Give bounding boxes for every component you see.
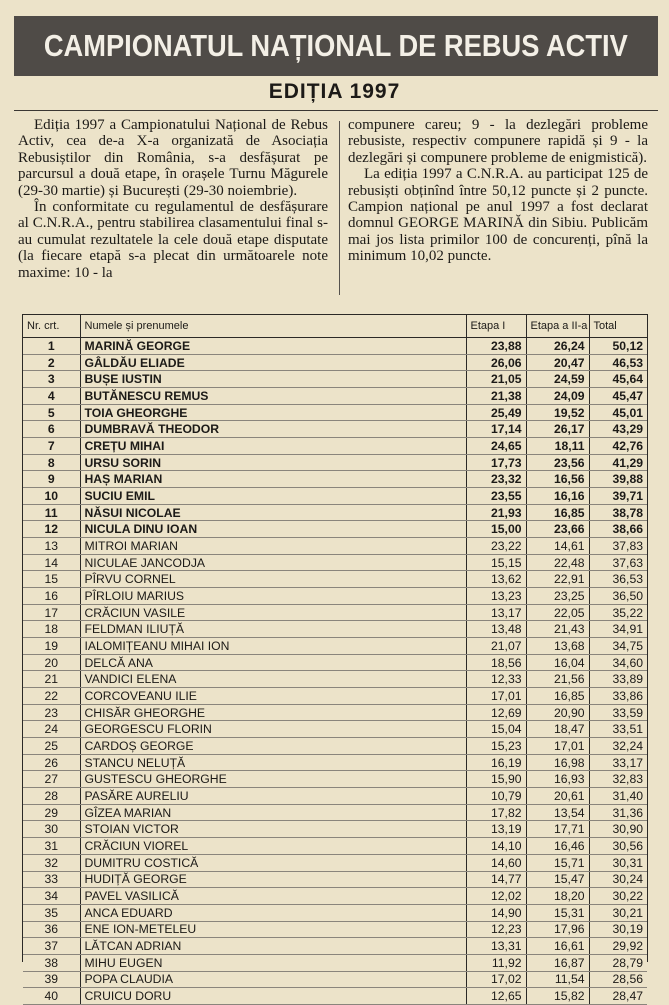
cell-stage1: 15,90 — [466, 771, 526, 788]
cell-stage1: 10,79 — [466, 788, 526, 805]
table-row — [23, 404, 647, 421]
cell-total: 45,47 — [589, 388, 647, 405]
table-row — [23, 654, 647, 671]
intro-text — [18, 117, 648, 297]
cell-rank: 30 — [23, 821, 80, 838]
table-row — [23, 821, 647, 838]
column-header-name: Numele și prenumele — [80, 315, 466, 338]
edition-title: EDIȚIA 1997 — [268, 80, 401, 103]
table-row — [23, 671, 647, 688]
cell-name: PASĂRE AURELIU — [80, 788, 466, 805]
cell-stage1: 21,38 — [466, 388, 526, 405]
table-row — [23, 838, 647, 855]
table-header-row — [23, 315, 647, 338]
cell-name: LĂTCAN ADRIAN — [80, 938, 466, 955]
cell-stage2: 15,47 — [526, 871, 589, 888]
cell-rank: 7 — [23, 438, 80, 455]
cell-total: 34,75 — [589, 638, 647, 655]
table-row — [23, 438, 647, 455]
page-title: CAMPIONATUL NAȚIONAL DE REBUS ACTIV — [44, 28, 629, 63]
cell-total: 28,79 — [589, 954, 647, 971]
cell-stage1: 17,01 — [466, 688, 526, 705]
cell-stage2: 16,85 — [526, 504, 589, 521]
cell-name: TOIA GHEORGHE — [80, 404, 466, 421]
cell-total: 50,12 — [589, 338, 647, 355]
cell-stage1: 15,23 — [466, 738, 526, 755]
cell-name: CARDOȘ GEORGE — [80, 738, 466, 755]
cell-rank: 32 — [23, 854, 80, 871]
cell-total: 41,29 — [589, 454, 647, 471]
cell-stage2: 18,11 — [526, 438, 589, 455]
cell-stage1: 11,92 — [466, 954, 526, 971]
cell-total: 38,66 — [589, 521, 647, 538]
cell-rank: 37 — [23, 938, 80, 955]
cell-rank: 11 — [23, 504, 80, 521]
cell-stage2: 16,56 — [526, 471, 589, 488]
cell-total: 33,86 — [589, 688, 647, 705]
cell-stage2: 11,54 — [526, 971, 589, 988]
table-row — [23, 588, 647, 605]
cell-name: CORCOVEANU ILIE — [80, 688, 466, 705]
cell-total: 30,24 — [589, 871, 647, 888]
cell-rank: 34 — [23, 888, 80, 905]
cell-stage2: 20,61 — [526, 788, 589, 805]
table-row — [23, 721, 647, 738]
table-row — [23, 754, 647, 771]
table-row — [23, 938, 647, 955]
cell-stage1: 13,19 — [466, 821, 526, 838]
cell-rank: 27 — [23, 771, 80, 788]
cell-total: 33,59 — [589, 704, 647, 721]
cell-total: 29,92 — [589, 938, 647, 955]
cell-stage1: 14,77 — [466, 871, 526, 888]
cell-rank: 16 — [23, 588, 80, 605]
cell-total: 46,53 — [589, 354, 647, 371]
cell-stage1: 23,32 — [466, 471, 526, 488]
cell-stage2: 16,16 — [526, 488, 589, 505]
table-row — [23, 854, 647, 871]
cell-total: 30,21 — [589, 904, 647, 921]
table-row — [23, 621, 647, 638]
table-row — [23, 388, 647, 405]
cell-name: PAVEL VASILICĂ — [80, 888, 466, 905]
table-row — [23, 904, 647, 921]
cell-total: 43,29 — [589, 421, 647, 438]
cell-total: 33,89 — [589, 671, 647, 688]
cell-stage2: 16,46 — [526, 838, 589, 855]
cell-total: 39,88 — [589, 471, 647, 488]
table-row — [23, 738, 647, 755]
cell-stage2: 17,96 — [526, 921, 589, 938]
cell-rank: 2 — [23, 354, 80, 371]
cell-stage1: 12,33 — [466, 671, 526, 688]
cell-name: GUSTESCU GHEORGHE — [80, 771, 466, 788]
cell-total: 38,78 — [589, 504, 647, 521]
cell-stage2: 16,98 — [526, 754, 589, 771]
table-row — [23, 338, 647, 355]
cell-total: 36,50 — [589, 588, 647, 605]
cell-name: GEORGESCU FLORIN — [80, 721, 466, 738]
cell-name: CHISĂR GHEORGHE — [80, 704, 466, 721]
cell-total: 45,64 — [589, 371, 647, 388]
cell-rank: 13 — [23, 538, 80, 555]
intro-paragraph: La ediția 1997 a C.N.R.A. au participat 125 de rebusiști obținînd între 50,12 puncte și 2 puncte. Campion național pe anul 1997 a fost declarat domnul GEORGE MARINĂ din Sibiu. Publicăm mai jos lista primilor 100 de concurenți, pînă la minimum 10,02 puncte. — [348, 166, 648, 265]
table-row — [23, 954, 647, 971]
intro-paragraph: compunere careu; 9 - la dezlegări probleme rebusiste, respectiv compunere rapidă și 9 - la dezlegări și compunere probleme de enigmistică). — [348, 117, 648, 166]
cell-name: PÎRLOIU MARIUS — [80, 588, 466, 605]
cell-stage1: 21,93 — [466, 504, 526, 521]
cell-total: 45,01 — [589, 404, 647, 421]
cell-rank: 36 — [23, 921, 80, 938]
cell-rank: 24 — [23, 721, 80, 738]
cell-stage2: 23,56 — [526, 454, 589, 471]
cell-rank: 38 — [23, 954, 80, 971]
cell-rank: 31 — [23, 838, 80, 855]
cell-total: 30,22 — [589, 888, 647, 905]
cell-stage2: 15,71 — [526, 854, 589, 871]
cell-stage2: 22,05 — [526, 604, 589, 621]
table-row — [23, 421, 647, 438]
cell-total: 39,71 — [589, 488, 647, 505]
header-banner — [14, 16, 658, 76]
table-row — [23, 921, 647, 938]
cell-stage1: 12,65 — [466, 988, 526, 1005]
cell-total: 34,91 — [589, 621, 647, 638]
cell-total: 30,90 — [589, 821, 647, 838]
cell-stage2: 26,24 — [526, 338, 589, 355]
cell-name: CRĂCIUN VASILE — [80, 604, 466, 621]
cell-stage2: 16,04 — [526, 654, 589, 671]
intro-left-column — [18, 117, 328, 281]
cell-total: 37,63 — [589, 554, 647, 571]
cell-total: 35,22 — [589, 604, 647, 621]
cell-total: 30,31 — [589, 854, 647, 871]
cell-stage1: 16,19 — [466, 754, 526, 771]
cell-name: DUMBRAVĂ THEODOR — [80, 421, 466, 438]
cell-rank: 39 — [23, 971, 80, 988]
cell-name: SUCIU EMIL — [80, 488, 466, 505]
cell-rank: 14 — [23, 554, 80, 571]
cell-stage1: 23,22 — [466, 538, 526, 555]
cell-name: HAȘ MARIAN — [80, 471, 466, 488]
cell-stage1: 13,31 — [466, 938, 526, 955]
cell-name: IALOMIȚEANU MIHAI ION — [80, 638, 466, 655]
cell-stage2: 15,31 — [526, 904, 589, 921]
column-header-rank: Nr. crt. — [23, 315, 80, 338]
cell-stage1: 17,82 — [466, 804, 526, 821]
cell-rank: 26 — [23, 754, 80, 771]
table-row — [23, 488, 647, 505]
cell-stage2: 23,25 — [526, 588, 589, 605]
table-row — [23, 888, 647, 905]
cell-stage2: 20,47 — [526, 354, 589, 371]
table-row — [23, 538, 647, 555]
cell-stage1: 13,23 — [466, 588, 526, 605]
cell-name: NICULAE JANCODJA — [80, 554, 466, 571]
cell-total: 28,47 — [589, 988, 647, 1005]
divider — [14, 110, 658, 111]
cell-stage1: 21,07 — [466, 638, 526, 655]
cell-rank: 10 — [23, 488, 80, 505]
results-table-frame — [22, 314, 648, 1004]
cell-stage1: 17,14 — [466, 421, 526, 438]
column-header-total: Total — [589, 315, 647, 338]
cell-stage1: 14,90 — [466, 904, 526, 921]
cell-stage2: 23,66 — [526, 521, 589, 538]
cell-stage2: 21,43 — [526, 621, 589, 638]
results-table — [23, 315, 647, 1005]
cell-stage2: 26,17 — [526, 421, 589, 438]
cell-name: FELDMAN ILIUȚĂ — [80, 621, 466, 638]
cell-stage2: 22,48 — [526, 554, 589, 571]
cell-stage2: 16,93 — [526, 771, 589, 788]
table-row — [23, 454, 647, 471]
table-row — [23, 688, 647, 705]
table-row — [23, 788, 647, 805]
cell-stage2: 18,47 — [526, 721, 589, 738]
intro-paragraph: În conformitate cu regulamentul de desfășurare al C.N.R.A., pentru stabilirea clasamentului final s-au cumulat rezultatele la cele două etape disputate (la fiecare etapă s-a plecat din următoarele note maxime: 10 - la — [18, 199, 328, 281]
cell-total: 42,76 — [589, 438, 647, 455]
cell-rank: 9 — [23, 471, 80, 488]
cell-rank: 6 — [23, 421, 80, 438]
cell-stage2: 21,56 — [526, 671, 589, 688]
cell-stage2: 17,01 — [526, 738, 589, 755]
table-row — [23, 521, 647, 538]
column-divider — [339, 121, 340, 295]
cell-total: 33,51 — [589, 721, 647, 738]
cell-name: BUTĂNESCU REMUS — [80, 388, 466, 405]
cell-total: 36,53 — [589, 571, 647, 588]
cell-name: NĂSUI NICOLAE — [80, 504, 466, 521]
cell-rank: 20 — [23, 654, 80, 671]
table-row — [23, 471, 647, 488]
table-row — [23, 571, 647, 588]
cell-stage1: 18,56 — [466, 654, 526, 671]
table-row — [23, 871, 647, 888]
cell-stage1: 13,62 — [466, 571, 526, 588]
cell-name: VANDICI ELENA — [80, 671, 466, 688]
cell-rank: 25 — [23, 738, 80, 755]
cell-rank: 22 — [23, 688, 80, 705]
table-row — [23, 554, 647, 571]
cell-name: STANCU NELUȚĂ — [80, 754, 466, 771]
cell-stage1: 12,02 — [466, 888, 526, 905]
cell-total: 28,56 — [589, 971, 647, 988]
intro-paragraph: Ediția 1997 a Campionatului Național de Rebus Activ, cea de-a X-a organizată de Asociația Rebusiștilor din România, s-a desfășurat pe parcursul a două etape, în orașele Turnu Măgurele (29-30 martie) și București (29-30 noiembrie). — [18, 117, 328, 199]
table-row — [23, 804, 647, 821]
cell-stage2: 16,85 — [526, 688, 589, 705]
table-row — [23, 988, 647, 1005]
cell-stage1: 15,00 — [466, 521, 526, 538]
cell-name: NICULA DINU IOAN — [80, 521, 466, 538]
cell-stage2: 14,61 — [526, 538, 589, 555]
table-body — [23, 338, 647, 1005]
cell-name: DUMITRU COSTICĂ — [80, 854, 466, 871]
cell-name: HUDIȚĂ GEORGE — [80, 871, 466, 888]
cell-rank: 33 — [23, 871, 80, 888]
cell-name: CREȚU MIHAI — [80, 438, 466, 455]
cell-stage1: 14,60 — [466, 854, 526, 871]
cell-total: 30,19 — [589, 921, 647, 938]
intro-right-column — [348, 117, 648, 265]
table-row — [23, 371, 647, 388]
cell-name: ANCA EDUARD — [80, 904, 466, 921]
cell-rank: 18 — [23, 621, 80, 638]
cell-name: MARINĂ GEORGE — [80, 338, 466, 355]
cell-rank: 8 — [23, 454, 80, 471]
cell-name: BUȘE IUSTIN — [80, 371, 466, 388]
cell-stage1: 13,17 — [466, 604, 526, 621]
cell-name: GÎZEA MARIAN — [80, 804, 466, 821]
cell-rank: 15 — [23, 571, 80, 588]
cell-name: PÎRVU CORNEL — [80, 571, 466, 588]
cell-stage2: 24,59 — [526, 371, 589, 388]
cell-rank: 1 — [23, 338, 80, 355]
cell-stage2: 22,91 — [526, 571, 589, 588]
cell-total: 31,40 — [589, 788, 647, 805]
cell-total: 31,36 — [589, 804, 647, 821]
cell-rank: 12 — [23, 521, 80, 538]
cell-total: 33,17 — [589, 754, 647, 771]
cell-stage1: 15,04 — [466, 721, 526, 738]
cell-name: ENE ION-METELEU — [80, 921, 466, 938]
table-row — [23, 971, 647, 988]
column-header-stage2: Etapa a II-a — [526, 315, 589, 338]
cell-rank: 19 — [23, 638, 80, 655]
cell-stage1: 13,48 — [466, 621, 526, 638]
cell-stage1: 26,06 — [466, 354, 526, 371]
table-row — [23, 704, 647, 721]
cell-stage1: 25,49 — [466, 404, 526, 421]
cell-rank: 5 — [23, 404, 80, 421]
cell-total: 34,60 — [589, 654, 647, 671]
cell-total: 32,24 — [589, 738, 647, 755]
cell-stage2: 19,52 — [526, 404, 589, 421]
cell-stage1: 21,05 — [466, 371, 526, 388]
cell-stage1: 23,55 — [466, 488, 526, 505]
cell-stage2: 16,61 — [526, 938, 589, 955]
cell-stage1: 15,15 — [466, 554, 526, 571]
cell-stage2: 16,87 — [526, 954, 589, 971]
cell-stage1: 12,69 — [466, 704, 526, 721]
cell-rank: 40 — [23, 988, 80, 1005]
cell-name: MITROI MARIAN — [80, 538, 466, 555]
table-row — [23, 504, 647, 521]
table-row — [23, 771, 647, 788]
cell-stage2: 18,20 — [526, 888, 589, 905]
cell-stage2: 17,71 — [526, 821, 589, 838]
cell-stage2: 15,82 — [526, 988, 589, 1005]
cell-stage2: 13,68 — [526, 638, 589, 655]
cell-name: POPA CLAUDIA — [80, 971, 466, 988]
table-row — [23, 638, 647, 655]
cell-stage1: 23,88 — [466, 338, 526, 355]
cell-rank: 3 — [23, 371, 80, 388]
table-row — [23, 604, 647, 621]
column-header-stage1: Etapa I — [466, 315, 526, 338]
cell-stage1: 17,73 — [466, 454, 526, 471]
table-row — [23, 354, 647, 371]
cell-stage2: 24,09 — [526, 388, 589, 405]
cell-name: STOIAN VICTOR — [80, 821, 466, 838]
cell-rank: 21 — [23, 671, 80, 688]
cell-rank: 4 — [23, 388, 80, 405]
cell-total: 32,83 — [589, 771, 647, 788]
cell-total: 30,56 — [589, 838, 647, 855]
cell-name: MIHU EUGEN — [80, 954, 466, 971]
cell-rank: 17 — [23, 604, 80, 621]
cell-name: GÂLDĂU ELIADE — [80, 354, 466, 371]
cell-stage1: 24,65 — [466, 438, 526, 455]
cell-stage1: 14,10 — [466, 838, 526, 855]
cell-total: 37,83 — [589, 538, 647, 555]
cell-stage1: 17,02 — [466, 971, 526, 988]
cell-rank: 35 — [23, 904, 80, 921]
cell-stage1: 12,23 — [466, 921, 526, 938]
cell-rank: 23 — [23, 704, 80, 721]
cell-name: CRĂCIUN VIOREL — [80, 838, 466, 855]
cell-stage2: 13,54 — [526, 804, 589, 821]
cell-name: DELCĂ ANA — [80, 654, 466, 671]
cell-name: URSU SORIN — [80, 454, 466, 471]
cell-rank: 29 — [23, 804, 80, 821]
cell-stage2: 20,90 — [526, 704, 589, 721]
cell-name: CRUICU DORU — [80, 988, 466, 1005]
cell-rank: 28 — [23, 788, 80, 805]
